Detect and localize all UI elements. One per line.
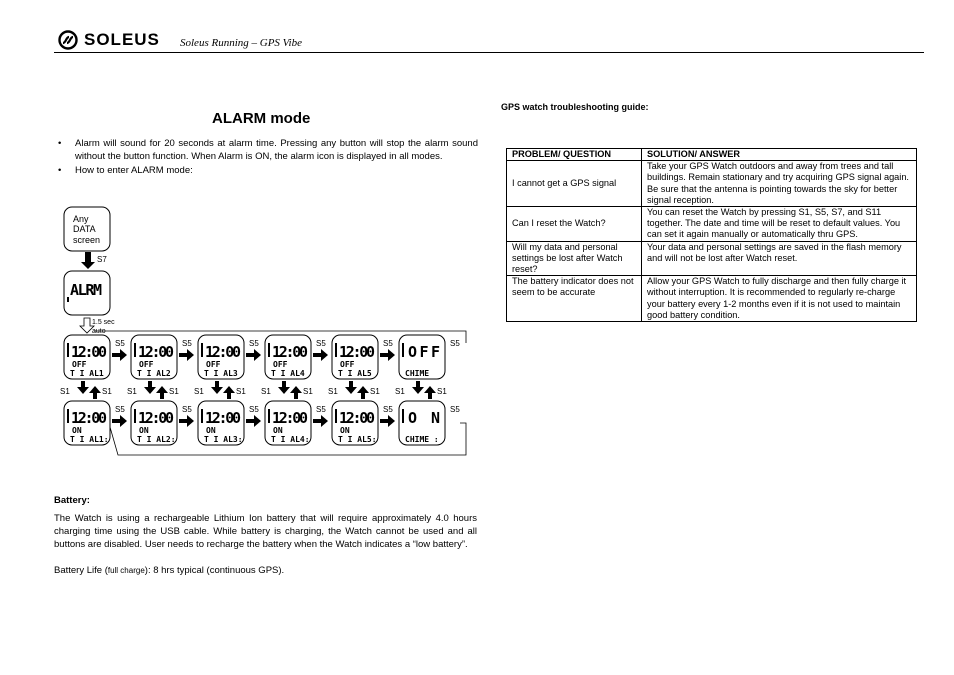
table-header-row xyxy=(507,149,917,161)
watch-time-text: 12:00 xyxy=(205,409,241,427)
bullet-dot: • xyxy=(58,165,62,176)
alarm-state-text: ON xyxy=(72,426,82,435)
alarm-label-text: T I AL5: xyxy=(338,435,377,444)
arrow-down-icon xyxy=(211,381,223,394)
alarm-mode-diagram xyxy=(58,205,478,461)
button-label-s5: S5 xyxy=(316,339,326,348)
arrow-right-icon xyxy=(179,349,194,361)
alarm-state-text: ON xyxy=(206,426,216,435)
problem-cell: The battery indicator does not seem to be accurate xyxy=(507,276,642,322)
battery-life-note: full charge xyxy=(107,566,145,575)
arrow-right-icon xyxy=(112,415,127,427)
button-label-s5: S5 xyxy=(316,405,326,414)
button-label-s5: S5 xyxy=(182,339,192,348)
soleus-logo-icon xyxy=(58,30,78,50)
page-header xyxy=(58,28,924,52)
alarm-label-text: T I AL1 xyxy=(70,369,104,378)
arrow-right-icon xyxy=(246,415,261,427)
problem-cell: Can I reset the Watch? xyxy=(507,207,642,242)
alarm-state-text: OFF xyxy=(273,360,288,369)
table-row xyxy=(507,207,917,242)
watch-time-text: 12:00 xyxy=(205,343,241,361)
alarm-state-text: ON xyxy=(139,426,149,435)
arrow-up-icon xyxy=(290,386,302,399)
button-label-s1: S1 xyxy=(127,387,137,396)
button-label-s1: S1 xyxy=(102,387,112,396)
section-title: ALARM mode xyxy=(212,110,311,127)
data-screen-line-2: DATA xyxy=(73,224,96,234)
alarm-indicator-icon xyxy=(268,343,270,357)
button-label-s5: S5 xyxy=(115,339,125,348)
watch-time-text: 12:00 xyxy=(339,343,375,361)
arrow-down-icon xyxy=(345,381,357,394)
battery-heading: Battery: xyxy=(54,495,90,506)
button-label-s5: S5 xyxy=(383,339,393,348)
chime-state-text: ON xyxy=(408,409,440,427)
alarm-state-text: ON xyxy=(273,426,283,435)
alarm-state-text: ON xyxy=(340,426,350,435)
column-header-problem: PROBLEM/ QUESTION xyxy=(507,149,642,161)
alarm-label-text: T I AL4 xyxy=(271,369,305,378)
button-label-s5: S5 xyxy=(249,405,259,414)
brand-name: SOLEUS xyxy=(84,30,160,49)
arrow-up-icon xyxy=(223,386,235,399)
button-label-s1: S1 xyxy=(370,387,380,396)
arrow-right-icon xyxy=(246,349,261,361)
button-label-s5: S5 xyxy=(182,405,192,414)
table-row xyxy=(507,161,917,207)
alarm-label-text: T I AL4: xyxy=(271,435,310,444)
arrow-right-icon xyxy=(380,415,395,427)
data-screen-line-3: screen xyxy=(73,235,101,245)
loop-line-top xyxy=(94,331,466,343)
arrow-down-icon xyxy=(144,381,156,394)
alarm-indicator-icon xyxy=(134,343,136,357)
alarm-indicator-icon xyxy=(134,409,136,423)
arrow-up-icon xyxy=(89,386,101,399)
battery-life-label: Battery Life ( xyxy=(54,565,108,576)
button-label-s7: S7 xyxy=(97,255,107,264)
arrow-right-icon xyxy=(380,349,395,361)
brand-logo xyxy=(58,30,160,50)
alarm-state-text: OFF xyxy=(139,360,154,369)
button-label-s1: S1 xyxy=(437,387,447,396)
header-rule xyxy=(54,52,924,53)
arrow-down-icon xyxy=(77,381,89,394)
alarm-label-text: T I AL2 xyxy=(137,369,171,378)
arrow-right-icon xyxy=(313,415,328,427)
alarm-state-text: OFF xyxy=(206,360,221,369)
alarm-indicator-icon xyxy=(67,409,69,423)
alarm-label-text: T I AL2: xyxy=(137,435,176,444)
button-label-s1: S1 xyxy=(236,387,246,396)
button-label-s5: S5 xyxy=(450,405,460,414)
arrow-down-icon xyxy=(278,381,290,394)
alarm-indicator-icon xyxy=(201,343,203,357)
button-label-s1: S1 xyxy=(60,387,70,396)
alarm-indicator-icon xyxy=(402,343,404,357)
bullet-dot: • xyxy=(58,138,62,149)
arrow-right-icon xyxy=(112,349,127,361)
alarm-indicator-icon xyxy=(268,409,270,423)
watch-time-text: 12:00 xyxy=(71,343,107,361)
data-screen-line-1: Any xyxy=(73,214,89,224)
button-label-s1: S1 xyxy=(194,387,204,396)
table-row xyxy=(507,276,917,322)
solution-cell: You can reset the Watch by pressing S1, S5, S7, and S11 together. The date and time will be reset to default values. You can set it again manually or automatically thru GPS. xyxy=(642,207,917,242)
alarm-label-text: T I AL1: xyxy=(70,435,109,444)
arrow-down-icon xyxy=(81,252,95,269)
solution-cell: Take your GPS Watch outdoors and away from trees and tall buildings. Remain stationary and try acquiring GPS signal again. Be sure that the antenna is pointing towards the sky for better signal reception. xyxy=(642,161,917,207)
alarm-indicator-icon xyxy=(335,409,337,423)
battery-life-value: ): 8 hrs typical (continuous GPS). xyxy=(144,565,285,576)
watch-time-text: 12:00 xyxy=(339,409,375,427)
auto-note-line-1: 1.5 sec xyxy=(92,319,115,326)
chime-state-text: OFF xyxy=(408,343,440,361)
alarm-bullet-list xyxy=(58,138,478,180)
alarm-indicator-icon xyxy=(201,409,203,423)
watch-time-text: 12:00 xyxy=(138,409,174,427)
troubleshooting-heading: GPS watch troubleshooting guide: xyxy=(501,102,649,112)
arrow-up-icon xyxy=(357,386,369,399)
alarm-indicator-icon xyxy=(67,343,69,357)
watch-time-text: 12:00 xyxy=(272,343,308,361)
alarm-screen-text: ALRM xyxy=(70,281,102,299)
bullet-text: How to enter ALARM mode: xyxy=(75,165,193,176)
watch-time-text: 12:00 xyxy=(272,409,308,427)
alarm-indicator-icon xyxy=(335,343,337,357)
solution-cell: Your data and personal settings are saved in the flash memory and will not be lost after Watch reset. xyxy=(642,241,917,276)
button-label-s1: S1 xyxy=(303,387,313,396)
alarm-indicator-icon xyxy=(67,297,69,302)
arrow-up-icon xyxy=(424,386,436,399)
auto-note-line-2: auto xyxy=(92,328,106,335)
alarm-state-text: OFF xyxy=(72,360,87,369)
button-label-s5: S5 xyxy=(383,405,393,414)
alarm-label-text: T I AL3 xyxy=(204,369,238,378)
alarm-indicator-icon xyxy=(402,409,404,423)
watch-screen-rows xyxy=(60,335,460,445)
table-row xyxy=(507,241,917,276)
arrow-down-icon xyxy=(412,381,424,394)
alarm-label-text: CHIME : xyxy=(405,435,439,444)
arrow-right-icon xyxy=(313,349,328,361)
button-label-s1: S1 xyxy=(395,387,405,396)
bullet-text: Alarm will sound for 20 seconds at alarm time. Pressing any button will stop the alarm sound without the button function. When Alarm is ON, the alarm icon is displayed in all modes. xyxy=(75,138,478,162)
button-label-s1: S1 xyxy=(261,387,271,396)
alarm-label-text: T I AL3: xyxy=(204,435,243,444)
battery-description: The Watch is using a rechargeable Lithium Ion battery that will require approximately 4.0 hours charging time using the USB cable. While battery is charging, the Watch cannot be used and all buttons are disabled. User needs to recharge the battery when the Watch indicates a “low battery”. xyxy=(54,513,477,550)
alarm-label-text: T I AL5 xyxy=(338,369,372,378)
button-label-s5: S5 xyxy=(249,339,259,348)
alarm-state-text: OFF xyxy=(340,360,355,369)
button-label-s1: S1 xyxy=(169,387,179,396)
column-header-solution: SOLUTION/ ANSWER xyxy=(642,149,917,161)
button-label-s5: S5 xyxy=(450,339,460,348)
list-item xyxy=(58,165,478,178)
header-subtitle: Soleus Running – GPS Vibe xyxy=(180,37,302,49)
watch-time-text: 12:00 xyxy=(71,409,107,427)
button-label-s5: S5 xyxy=(115,405,125,414)
troubleshooting-table xyxy=(506,148,917,322)
problem-cell: Will my data and personal settings be lost after Watch reset? xyxy=(507,241,642,276)
alarm-label-text: CHIME xyxy=(405,369,430,378)
watch-time-text: 12:00 xyxy=(138,343,174,361)
button-label-s1: S1 xyxy=(328,387,338,396)
arrow-right-icon xyxy=(179,415,194,427)
solution-cell: Allow your GPS Watch to fully discharge and then fully charge it without interruption. It is recommended to regularly re-charge your battery every 1-2 months even if it is not used to maintain good battery condition. xyxy=(642,276,917,322)
battery-life xyxy=(54,565,284,576)
list-item xyxy=(58,138,478,163)
arrow-up-icon xyxy=(156,386,168,399)
problem-cell: I cannot get a GPS signal xyxy=(507,161,642,207)
